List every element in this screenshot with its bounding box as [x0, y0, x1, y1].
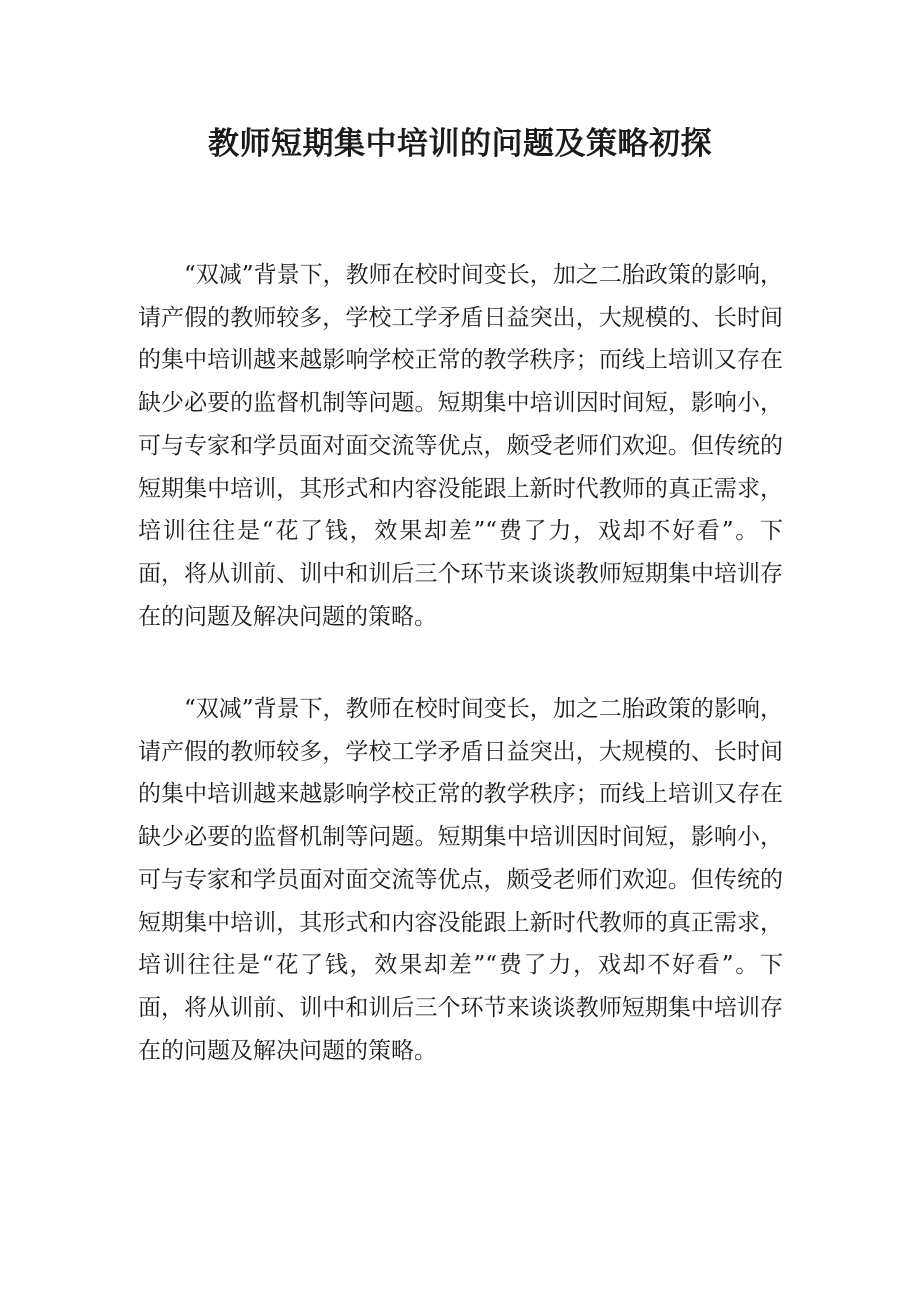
body-paragraph-2: “双减”背景下，教师在校时间变长，加之二胎政策的影响，请产假的教师较多，学校工学矛盾日益突出，大规模的、长时间的集中培训越来越影响学校正常的教学秩序；而线上培训又存在缺少必要的监督机制等问题。短期集中培训因时间短，影响小，可与专家和学员面对面交流等优点，颇受老师们欢迎。但传统的短期集中培训，其形式和内容没能跟上新时代教师的真正需求，培训往往是“花了钱，效果却差”“费了力，戏却不好看”。下面，将从训前、训中和训后三个环节来谈谈教师短期集中培训存在的问题及解决问题的策略。	[138, 696, 783, 1064]
body-paragraph-1: “双减”背景下，教师在校时间变长，加之二胎政策的影响，请产假的教师较多，学校工学矛盾日益突出，大规模的、长时间的集中培训越来越影响学校正常的教学秩序；而线上培训又存在缺少必要的监督机制等问题。短期集中培训因时间短，影响小，可与专家和学员面对面交流等优点，颇受老师们欢迎。但传统的短期集中培训，其形式和内容没能跟上新时代教师的真正需求，培训往往是“花了钱，效果却差”“费了力，戏却不好看”。下面，将从训前、训中和训后三个环节来谈谈教师短期集中培训存在的问题及解决问题的策略。	[138, 262, 783, 630]
document-title: 教师短期集中培训的问题及策略初探	[208, 126, 712, 162]
